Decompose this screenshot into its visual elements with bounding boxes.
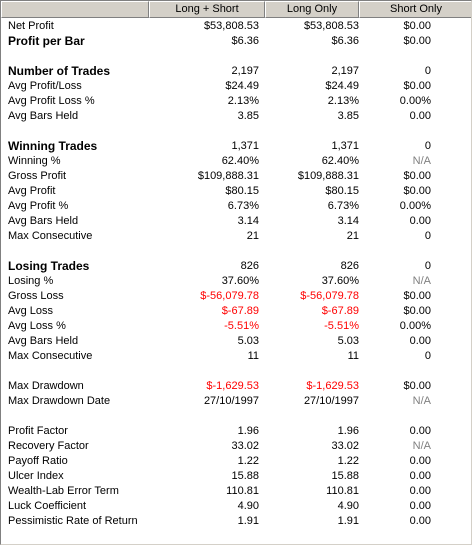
value-long-short: 1.96 <box>237 425 259 437</box>
metric-row <box>1 469 471 484</box>
metric-label: Avg Profit % <box>8 200 69 212</box>
value-long-short: 11 <box>247 350 259 362</box>
value-long-only: -5.51% <box>324 320 359 332</box>
value-long-only: $6.36 <box>331 35 359 47</box>
value-short-only: $0.00 <box>403 170 431 182</box>
value-long-only: 33.02 <box>331 440 359 452</box>
value-short-only: 0 <box>424 260 431 272</box>
metric-label: Gross Loss <box>8 290 64 302</box>
value-short-only: $0.00 <box>403 305 431 317</box>
value-short-only: 0.00 <box>409 515 431 527</box>
value-short-only: N/A <box>412 440 431 452</box>
value-long-short: 3.14 <box>237 215 259 227</box>
value-long-only: 37.60% <box>321 275 359 287</box>
value-long-short: 3.85 <box>237 110 259 122</box>
value-long-short: 1.22 <box>237 455 259 467</box>
value-long-short: 2.13% <box>227 95 259 107</box>
metric-label: Max Drawdown <box>8 380 84 392</box>
header-long-only[interactable]: Long Only <box>265 1 359 18</box>
value-long-only: 3.85 <box>337 110 359 122</box>
metric-label: Avg Loss <box>8 305 54 317</box>
value-long-short: 826 <box>240 260 259 272</box>
metric-label: Net Profit <box>8 20 54 32</box>
metric-label: Avg Profit <box>8 185 56 197</box>
value-long-only: 27/10/1997 <box>303 395 359 407</box>
spacer-row <box>1 49 471 64</box>
metric-label: Max Consecutive <box>8 350 93 362</box>
metric-label: Losing Trades <box>8 259 90 273</box>
metric-label: Recovery Factor <box>8 440 89 452</box>
value-long-short: 6.73% <box>227 200 259 212</box>
value-long-only: 1.22 <box>337 455 359 467</box>
value-long-short: $-67.89 <box>221 305 259 317</box>
value-short-only: 0.00% <box>399 320 431 332</box>
metric-label: Profit Factor <box>8 425 68 437</box>
spacer-row <box>1 409 471 424</box>
metric-row <box>1 214 471 229</box>
metric-row <box>1 349 471 364</box>
value-long-short: $6.36 <box>231 35 259 47</box>
value-long-short: $80.15 <box>225 185 259 197</box>
metric-label: Gross Profit <box>8 170 67 182</box>
value-long-only: 21 <box>346 230 359 242</box>
value-short-only: 0 <box>424 140 431 152</box>
metric-row <box>1 64 471 79</box>
value-short-only: 0.00 <box>409 425 431 437</box>
value-long-short: 5.03 <box>237 335 259 347</box>
value-short-only: 0.00 <box>409 335 431 347</box>
value-short-only: 0.00 <box>409 485 431 497</box>
value-short-only: $0.00 <box>403 290 431 302</box>
value-short-only: $0.00 <box>403 80 431 92</box>
value-short-only: 0.00 <box>409 455 431 467</box>
metric-row <box>1 139 471 154</box>
value-short-only: $0.00 <box>403 185 431 197</box>
header-metric-column[interactable] <box>1 1 149 18</box>
metric-label: Wealth-Lab Error Term <box>8 485 119 497</box>
metric-label: Avg Bars Held <box>8 215 79 227</box>
metric-row <box>1 229 471 244</box>
value-long-only: 1,371 <box>331 140 359 152</box>
metric-row <box>1 514 471 529</box>
value-long-short: 110.81 <box>226 485 259 497</box>
value-long-only: $-1,629.53 <box>306 380 359 392</box>
value-long-only: 6.73% <box>327 200 359 212</box>
value-long-short: 62.40% <box>221 155 259 167</box>
metric-row <box>1 94 471 109</box>
value-short-only: N/A <box>412 275 431 287</box>
value-long-short: $53,808.53 <box>203 20 259 32</box>
value-short-only: 0.00% <box>399 200 431 212</box>
value-long-only: 2,197 <box>331 65 359 77</box>
metric-label: Profit per Bar <box>8 34 85 48</box>
metric-label: Max Consecutive <box>8 230 93 242</box>
column-header-row <box>1 1 472 18</box>
value-long-short: 15.88 <box>231 470 259 482</box>
value-long-only: $24.49 <box>325 80 359 92</box>
value-long-only: $53,808.53 <box>303 20 359 32</box>
value-long-short: -5.51% <box>224 320 259 332</box>
metric-row <box>1 109 471 124</box>
metric-row <box>1 499 471 514</box>
metric-label: Luck Coefficient <box>8 500 87 512</box>
value-short-only: 0.00 <box>409 470 431 482</box>
value-short-only: N/A <box>412 395 431 407</box>
metric-label: Number of Trades <box>8 64 111 78</box>
value-long-only: $80.15 <box>325 185 359 197</box>
value-long-short: 27/10/1997 <box>203 395 259 407</box>
value-long-only: $109,888.31 <box>297 170 359 182</box>
value-long-only: 5.03 <box>337 335 359 347</box>
metric-label: Avg Bars Held <box>8 335 79 347</box>
value-long-short: 21 <box>246 230 259 242</box>
spacer-row <box>1 364 471 379</box>
header-short-only[interactable]: Short Only <box>359 1 472 18</box>
value-long-short: 1,371 <box>231 140 259 152</box>
value-long-only: 1.91 <box>337 515 359 527</box>
metric-row <box>1 154 471 169</box>
metric-row <box>1 259 471 274</box>
value-long-short: 1.91 <box>237 515 259 527</box>
value-long-only: $-56,079.78 <box>300 290 359 302</box>
value-short-only: 0.00 <box>409 110 431 122</box>
metric-label: Payoff Ratio <box>8 455 68 467</box>
metric-label: Avg Bars Held <box>8 110 79 122</box>
metric-row <box>1 439 471 454</box>
value-long-only: $-67.89 <box>321 305 359 317</box>
metric-row <box>1 334 471 349</box>
value-short-only: $0.00 <box>403 380 431 392</box>
value-short-only: $0.00 <box>403 35 431 47</box>
metric-row <box>1 319 471 334</box>
metric-row <box>1 199 471 214</box>
metric-row <box>1 79 471 94</box>
metric-label: Avg Profit Loss % <box>8 95 95 107</box>
metric-row <box>1 19 471 34</box>
metric-label: Losing % <box>8 275 54 287</box>
metric-label: Max Drawdown Date <box>8 395 111 407</box>
metric-row <box>1 184 471 199</box>
metric-row <box>1 454 471 469</box>
value-long-short: $-1,629.53 <box>206 380 259 392</box>
value-short-only: N/A <box>412 155 431 167</box>
metric-label: Pessimistic Rate of Return <box>8 515 138 527</box>
metric-row <box>1 34 471 49</box>
value-short-only: 0 <box>424 65 431 77</box>
header-long-short[interactable]: Long + Short <box>149 1 265 18</box>
value-short-only: 0.00% <box>399 95 431 107</box>
metrics-body <box>1 19 471 529</box>
value-long-short: $-56,079.78 <box>200 290 259 302</box>
value-long-short: $109,888.31 <box>197 170 259 182</box>
spacer-row <box>1 244 471 259</box>
value-short-only: 0 <box>424 350 431 362</box>
value-long-only: 15.88 <box>331 470 359 482</box>
metric-row <box>1 484 471 499</box>
metric-row <box>1 424 471 439</box>
value-long-only: 4.90 <box>337 500 359 512</box>
value-long-short: $24.49 <box>225 80 259 92</box>
value-long-short: 37.60% <box>221 275 259 287</box>
spacer-row <box>1 124 471 139</box>
metric-row <box>1 169 471 184</box>
value-long-only: 11 <box>347 350 359 362</box>
metric-row <box>1 289 471 304</box>
value-short-only: $0.00 <box>403 20 431 32</box>
metric-row <box>1 379 471 394</box>
metric-label: Winning Trades <box>8 139 98 153</box>
value-long-only: 62.40% <box>321 155 359 167</box>
metric-label: Ulcer Index <box>8 470 64 482</box>
metric-row <box>1 274 471 289</box>
metric-label: Winning % <box>8 155 61 167</box>
value-short-only: 0 <box>424 230 431 242</box>
value-long-only: 3.14 <box>337 215 359 227</box>
value-long-short: 33.02 <box>231 440 259 452</box>
value-short-only: 0.00 <box>409 215 431 227</box>
metric-label: Avg Profit/Loss <box>8 80 82 92</box>
metric-label: Avg Loss % <box>8 320 66 332</box>
metric-row <box>1 304 471 319</box>
value-long-only: 110.81 <box>326 485 359 497</box>
value-long-only: 826 <box>340 260 359 272</box>
value-long-only: 2.13% <box>327 95 359 107</box>
value-long-short: 2,197 <box>231 65 259 77</box>
value-long-short: 4.90 <box>237 500 259 512</box>
value-short-only: 0.00 <box>409 500 431 512</box>
value-long-only: 1.96 <box>337 425 359 437</box>
metric-row <box>1 394 471 409</box>
